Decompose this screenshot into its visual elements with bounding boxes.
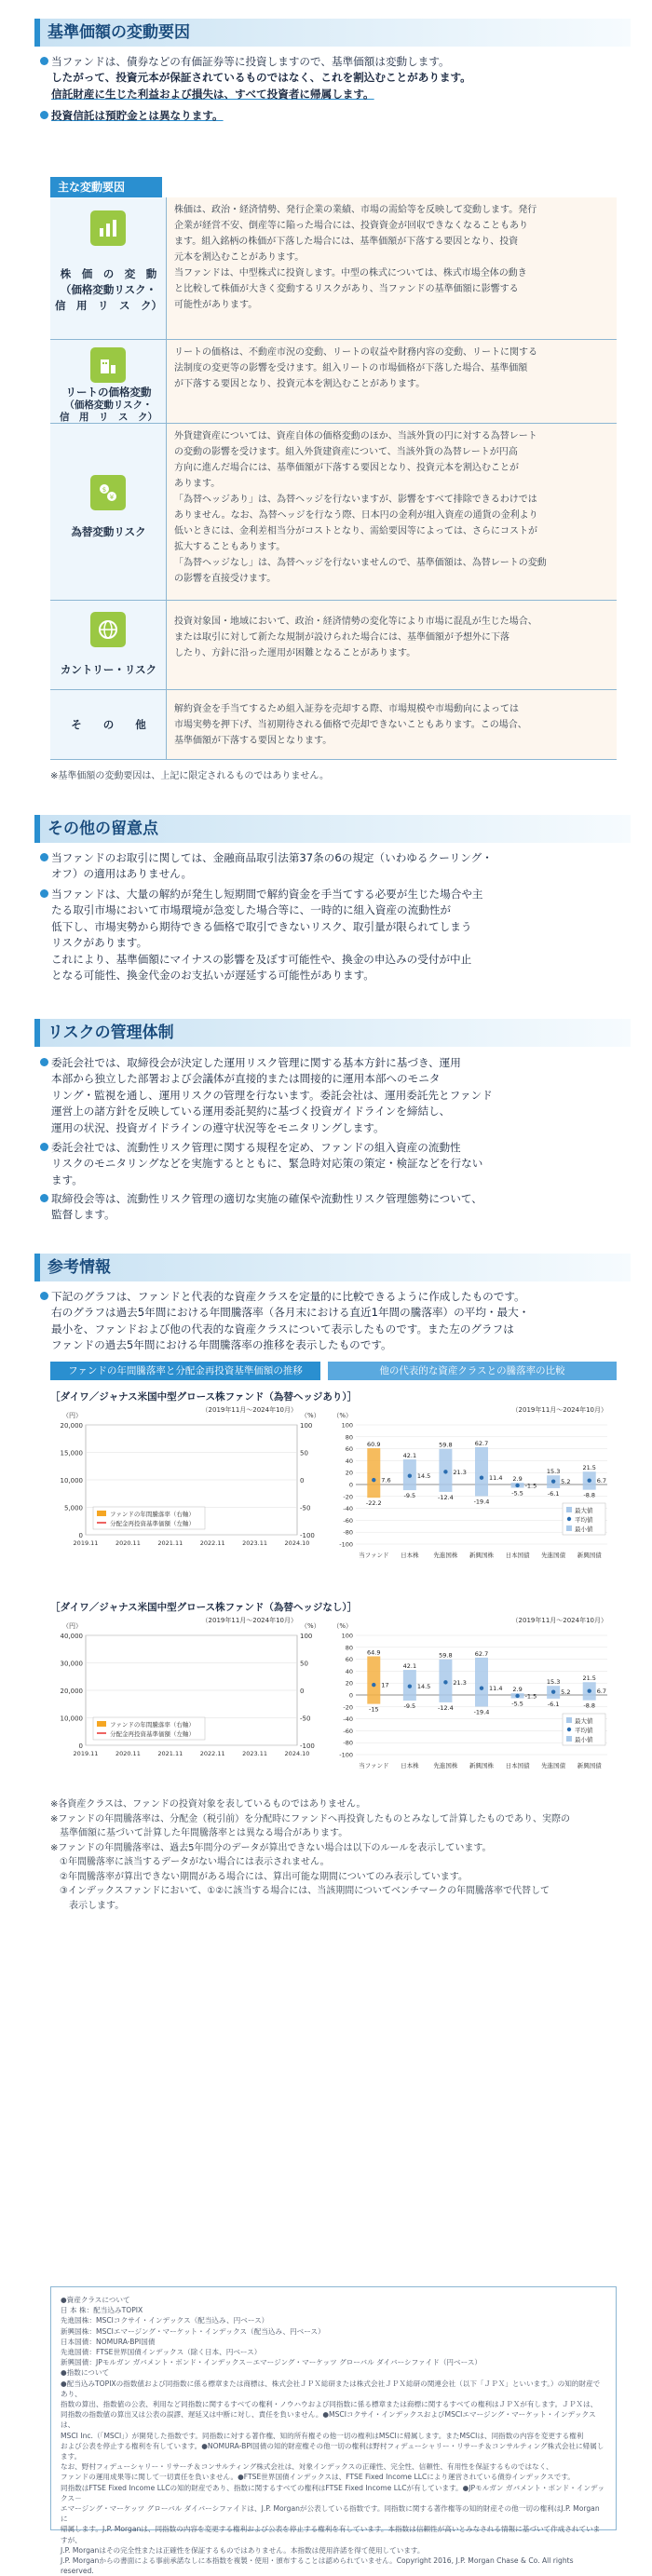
text-line: ます。: [51, 1173, 83, 1186]
desc-line: 株価は、政治・経済情勢、発行企業の業績、市場の需給等を反映して変動します。発行: [174, 205, 537, 215]
max-value-label: 21.5: [582, 1464, 596, 1472]
y-right-tick: 0: [300, 1477, 305, 1485]
x-tick: 2024.10: [284, 1750, 310, 1757]
mean-value-label: 14.5: [416, 1472, 431, 1481]
left-chart-header: ファンドの年間騰落率と分配金再投資基準価額の推移: [50, 1362, 320, 1380]
mean-value-label: 11.4: [489, 1474, 503, 1483]
min-value-label: -15: [368, 1705, 379, 1714]
y-right-tick: 100: [300, 1422, 313, 1430]
x-tick: 2023.11: [242, 1750, 268, 1757]
y-tick: -40: [343, 1505, 353, 1513]
svg-text:¥: ¥: [109, 494, 115, 501]
legend-swatch-bars: [97, 1511, 106, 1516]
legend-label: 最大値: [575, 1507, 593, 1514]
text-line: 信託財産に生じた利益および損失は、すべて投資者に帰属します。: [51, 87, 374, 101]
max-value-label: 64.9: [367, 1648, 381, 1657]
legend-swatch-min: [566, 1736, 572, 1742]
bullet-cooling-off: [51, 850, 619, 883]
y-right-tick: -100: [300, 1742, 315, 1750]
y-tick: -80: [343, 1739, 353, 1747]
disclaimer-line: 先進国債：FTSE世界国債インデックス（除く日本、円ベース）: [61, 2348, 262, 2357]
y-tick: -40: [343, 1715, 353, 1724]
range-bar: [475, 1658, 488, 1707]
bullet-board-oversight: [51, 1191, 619, 1224]
risk-desc-cell: [167, 690, 617, 759]
disclaimer-line: ●指数について: [61, 2368, 110, 2378]
text-line: ファンドの過去5年間における年間騰落率の推移を表示したものです。: [51, 1338, 392, 1352]
mean-point: [408, 1474, 412, 1478]
min-value-label: -19.4: [473, 1708, 490, 1716]
y-left-tick: 30,000: [60, 1660, 83, 1668]
disclaimer-line: J.P. Morganはその完全性または正確性を保証するものではありません。本指数は使用許諾を得て使用しています。: [61, 2545, 425, 2555]
y-right-tick: 0: [300, 1688, 305, 1695]
legend-label: ファンドの年間騰落率（右軸）: [110, 1721, 195, 1729]
bullet-dot: [40, 1058, 48, 1066]
desc-line: が下落する要因となり、投資元本を割込むことがあります。: [174, 379, 426, 389]
mean-value-label: 21.3: [453, 1678, 467, 1687]
disclaimer-line: 同指数の指数値の算出又は公表の誤謬、遅延又は中断に対し、責任を負いません。●MSCIコクサイ・インデックスおよびMSCIエマージング・マーケット・インデックスは、: [61, 2410, 596, 2430]
y-right-tick: -50: [300, 1715, 311, 1723]
risk-label-cell: [50, 601, 167, 689]
y-unit: （%）: [333, 1622, 352, 1630]
desc-line: 可能性があります。: [174, 300, 258, 310]
y-tick: 80: [345, 1433, 353, 1442]
text-line: となる可能性、換金代金のお支払いが遅延する可能性があります。: [51, 969, 374, 983]
y-left-tick: 10,000: [60, 1715, 83, 1723]
bullet-volatility: [51, 54, 619, 102]
y-tick: 40: [345, 1667, 353, 1675]
mean-value-label: 14.5: [416, 1683, 431, 1691]
desc-line: 市場実勢を押下げ、当初期待される価格で売却できないこともあります。この場合、: [174, 720, 527, 730]
chart-notes: [50, 1797, 618, 1913]
index-disclaimer-box: [50, 2286, 617, 2576]
y-left-tick: 20,000: [60, 1688, 83, 1695]
desc-line: リートの価格は、不動産市況の変動、リートの収益や財務内容の変動、リートに関する: [174, 347, 537, 358]
y-right-tick: 50: [300, 1449, 308, 1457]
risk-desc-cell: [167, 601, 617, 689]
legend-swatch-mean: [567, 1517, 571, 1521]
desc-line: あります。: [174, 479, 221, 489]
stock-chart-icon: [90, 210, 126, 246]
max-value-label: 59.8: [439, 1441, 453, 1449]
note-line: ※ファンドの年間騰落率は、過去5年間分のデータが算出できない場合は以下のルールを表示しています。: [50, 1842, 492, 1853]
min-value-label: -6.1: [547, 1489, 560, 1498]
y-tick: -20: [343, 1493, 353, 1501]
min-value-label: -6.1: [547, 1700, 560, 1708]
risk-desc-cell: [167, 340, 617, 423]
x-tick: 2022.11: [199, 1750, 225, 1757]
mean-point: [443, 1680, 447, 1684]
building-chart-icon: [90, 347, 126, 383]
mean-value-label: 17: [381, 1681, 389, 1689]
desc-line: 解約資金を手当てするため組入証券を売却する際、市場規模や市場動向によっては: [174, 704, 519, 714]
risk-row-reit: [50, 339, 617, 423]
max-value-label: 42.1: [402, 1662, 417, 1671]
risk-name-line: 信 用 リ ス ク）: [60, 412, 157, 423]
risk-row-country: [50, 600, 617, 689]
bullet-dot: [40, 889, 48, 898]
mean-value-label: 7.6: [381, 1476, 391, 1485]
text-line: 低下し、市場実勢から期待できる価格で取引できないリスク、取引量が限られてしまう: [51, 919, 472, 933]
risk-name-line: 信 用 リ ス ク）: [55, 299, 162, 312]
bullet-chart-explanation: [51, 1289, 619, 1354]
text-line: リスクのモニタリングなどを実施するとともに、緊急時対応策の策定・検証などを行ない: [51, 1157, 483, 1171]
min-value-label: -9.5: [403, 1702, 416, 1711]
note-line: ②年間騰落率が算出できない期間がある場合には、算出可能な期間についてのみ表示しています。: [50, 1871, 468, 1882]
line-chart-unhedged: [50, 1615, 330, 1783]
globe-icon: [90, 612, 126, 647]
legend-label: 分配金再投資基準価額（左軸）: [110, 1520, 195, 1527]
desc-line: 低いときには、金利差相当分がコストとなり、需給要因等によっては、さらにコストが: [174, 526, 537, 536]
bullet-dot: [40, 57, 48, 65]
y-tick: -60: [343, 1516, 353, 1525]
section-title-notes: その他の留意点: [34, 815, 631, 843]
x-tick: 先進国債: [541, 1552, 566, 1559]
text-line: 委託会社では、流動性リスク管理に関する規程を定め、ファンドの組入資産の流動性: [51, 1141, 461, 1154]
x-tick: 日本株: [401, 1762, 419, 1769]
text-line: 運用の状況、投資ガイドラインの遵守状況等をモニタリングします。: [51, 1120, 385, 1134]
disclaimer-line: MSCI Inc.（「MSCI」）が開発した指数です。同指数に対する著作権、知的所有権その他一切の権利はMSCIに帰属します。またMSCIは、同指数の内容を変更する権利: [61, 2431, 584, 2440]
y-tick: 60: [345, 1445, 353, 1454]
risk-table-label: 主な変動要因: [50, 177, 162, 197]
legend-swatch-max: [566, 1717, 572, 1723]
desc-line: の変動の影響を受けます。組入外貨建資産について、当該外貨の為替レートが円高: [174, 447, 518, 457]
x-tick: 新興国債: [577, 1552, 602, 1559]
risk-label-cell: [50, 690, 167, 759]
text-line: 運営上の諸方針を反映している運用委託契約に基づく投資ガイドラインを締結し、: [51, 1105, 451, 1119]
risk-name-line: カントリー・リスク: [60, 663, 157, 676]
risk-name-line: リートの価格変動: [65, 386, 152, 399]
desc-line: ます。組入銘柄の株価が下落した場合には、基準価額が下落する要因となり、投資: [174, 237, 519, 247]
min-value-label: -5.5: [511, 1489, 523, 1498]
desc-line: の影響を直接受けます。: [174, 574, 277, 584]
mean-value-label: 5.2: [561, 1688, 571, 1697]
mean-point: [551, 1479, 555, 1483]
x-tick: 2024.10: [284, 1539, 310, 1547]
bullet-dot: [40, 1143, 48, 1151]
text-line: リスクがあります。: [51, 936, 148, 950]
range-bar: [475, 1447, 488, 1497]
y-left-tick: 0: [78, 1742, 83, 1750]
legend-swatch-mean: [567, 1728, 571, 1731]
text-line: 下記のグラフは、ファンドと代表的な資産クラスを定量的に比較できるように作成したものです。: [51, 1290, 525, 1303]
risk-row-currency: [50, 423, 617, 600]
y-tick: -100: [339, 1751, 353, 1759]
y-left-unit: （円）: [62, 1412, 82, 1419]
chart-title-unhedged: ［ダイワ／ジャナス米国中型グロース株ファンド（為替ヘッジなし）］: [50, 1602, 358, 1613]
mean-value-label: 6.7: [596, 1688, 607, 1696]
bullet-risk-policy: [51, 1055, 619, 1136]
y-left-tick: 40,000: [60, 1633, 83, 1640]
desc-line: 企業が経営不安、倒産等に陥った場合には、投資資金が回収できなくなることもあり: [174, 221, 528, 231]
legend-label: 最大値: [575, 1717, 593, 1725]
x-tick: 2022.11: [199, 1539, 225, 1547]
y-tick: 40: [345, 1457, 353, 1465]
y-right-tick: -100: [300, 1532, 315, 1539]
legend-label: 平均値: [575, 1727, 593, 1734]
risk-label-cell: [50, 340, 167, 423]
desc-line: ありません。なお、為替ヘッジを行なう際、日本円の金利が組入資産の通貨の金利より: [174, 510, 538, 521]
svg-text:$: $: [102, 486, 107, 494]
x-tick: 新興国債: [577, 1762, 602, 1769]
legend-swatch-bars: [97, 1721, 106, 1727]
x-tick: 2020.11: [115, 1539, 141, 1547]
x-tick: 日本国債: [505, 1552, 530, 1559]
max-value-label: 15.3: [546, 1678, 561, 1687]
text-line: これにより、基準価額にマイナスの影響を及ぼす可能性や、換金の申込みの受付が中止: [51, 952, 472, 966]
mean-point: [588, 1479, 591, 1483]
chart-title-hedged: ［ダイワ／ジャナス米国中型グロース株ファンド（為替ヘッジあり）］: [50, 1391, 358, 1403]
y-left-unit: （円）: [62, 1622, 82, 1630]
x-tick: 先進国株: [433, 1762, 458, 1769]
x-tick: 新興国株: [469, 1762, 494, 1769]
disclaimer-line: 同指数はFTSE Fixed Income LLCの知的財産であり、指数に関するすべての権利はFTSE Fixed Income LLCが有しています。●JPモルガン ガバメント・ボンド・インデックス－: [61, 2483, 605, 2502]
text-line: オフ）の適用はありません。: [51, 867, 193, 881]
y-right-unit: （%）: [301, 1622, 320, 1630]
text-line: 右のグラフは過去5年間における年間騰落率（各月末における直近1年間の騰落率）の平均・最大・: [51, 1306, 530, 1320]
mean-value-label: -1.5: [524, 1692, 537, 1701]
mean-point: [480, 1687, 483, 1690]
max-value-label: 59.8: [439, 1651, 453, 1660]
y-right-unit: （%）: [301, 1412, 320, 1419]
text-line: たる取引市場において市場環境が急変した場合等に、一時的に組入資産の流動性が: [51, 903, 451, 917]
note-line: ※ファンドの年間騰落率は、分配金（税引前）を分配時にファンドへ再投資したものとみなして計算したものであり、実際の: [50, 1813, 570, 1824]
bullet-dot: [40, 853, 48, 861]
desc-line: したり、方針に沿った運用が困難となることがあります。: [174, 648, 416, 658]
note-line: ①年間騰落率に該当するデータがない場合には表示されません。: [50, 1857, 330, 1867]
text-line: 最小を、ファンドおよび他の代表的な資産クラスについて表示したものです。また左のグラフは: [51, 1322, 514, 1335]
disclaimer-line: 指数の算出、指数値の公表、利用など同指数に関するすべての権利・ノウハウおよび同指数に係る標章または商標に関するすべての権利はＪＰＸが有します。ＪＰＸは、: [61, 2400, 598, 2409]
desc-line: 法制度の変更等の影響を受けます。組入リートの市場価格が下落した場合、基準価額: [174, 363, 528, 373]
max-value-label: 2.9: [512, 1686, 523, 1694]
text-line: 当ファンドは、債券などの有価証券等に投資しますので、基準価額は変動します。: [51, 55, 450, 68]
max-value-label: 62.7: [474, 1439, 489, 1447]
text-line: 当ファンドは、大量の解約が発生し短期間で解約資金を手当てする必要が生じた場合や主: [51, 888, 483, 901]
mean-point: [372, 1478, 375, 1482]
max-value-label: 2.9: [512, 1475, 523, 1484]
mean-point: [515, 1484, 519, 1487]
y-tick: -100: [339, 1540, 353, 1549]
text-line: したがって、投資元本が保証されているものではなく、これを割込むことがあります。: [51, 71, 471, 85]
y-tick: 100: [341, 1632, 353, 1640]
disclaimer-line: J.P. Morganからの書面による事前承諾なしに本指数を複製・使用・頒布することは認められていません。Copyright 2016, J.P. Morgan Chase & Co. All rights reserved.: [61, 2556, 574, 2576]
text-line: 委託会社では、取締役会が決定した運用リスク管理に関する基本方針に基づき、運用: [51, 1056, 461, 1069]
range-bar: [367, 1656, 380, 1703]
y-left-tick: 5,000: [63, 1504, 83, 1512]
legend-label: 平均値: [575, 1516, 593, 1524]
line-chart-hedged: [50, 1404, 330, 1572]
mean-value-label: 5.2: [561, 1478, 571, 1486]
desc-line: 外貨建資産については、資産自体の価格変動のほか、当該外貨の円に対する為替レート: [174, 431, 537, 441]
risk-row-stock: [50, 197, 617, 339]
desc-line: 基準価額が下落する要因となります。: [174, 736, 333, 746]
mean-point: [372, 1683, 375, 1687]
x-tick: 先進国株: [433, 1552, 458, 1559]
x-tick: 2021.11: [157, 1750, 183, 1757]
chart-period: （2019年11月～2024年10月）: [201, 1406, 297, 1414]
max-value-label: 21.5: [582, 1674, 596, 1683]
y-right-tick: 100: [300, 1633, 313, 1640]
x-tick: 当ファンド: [359, 1552, 389, 1559]
y-left-tick: 20,000: [60, 1422, 83, 1430]
bullet-liquidity-rules: [51, 1140, 619, 1188]
y-tick: 60: [345, 1656, 353, 1664]
min-value-label: -5.5: [511, 1700, 523, 1708]
risk-name-line: 為替変動リスク: [71, 525, 146, 538]
bullet-dot: [40, 111, 48, 119]
min-value-label: -22.2: [365, 1499, 382, 1508]
desc-line: と比較して株価が大きく変動するリスクがあり、当ファンドの基準価額に影響する: [174, 284, 519, 294]
disclaimer-line: ●配当込みTOPIXの指数値および同指数に係る標章または商標は、株式会社ＪＰＸ総研または株式会社ＪＰＸ総研の関連会社（以下「ＪＰＸ」といいます。）の知的財産であり、: [61, 2379, 601, 2398]
mean-point: [515, 1694, 519, 1698]
section-title-risk-management: リスクの管理体制: [34, 1019, 631, 1047]
text-line: リング・監視を通し、運用リスクの管理を行ないます。委託会社は、運用委託先とファンド: [51, 1088, 493, 1102]
y-tick: 80: [345, 1644, 353, 1652]
legend-label: 分配金再投資基準価額（左軸）: [110, 1730, 195, 1738]
y-tick: 0: [348, 1481, 353, 1489]
y-left-tick: 10,000: [60, 1477, 83, 1485]
text-line: 本部から独立した部署および会議体が直接的または間接的に運用本部へのモニタ: [51, 1072, 441, 1086]
disclaimer-line: 日本国債：NOMURA-BPI国債: [61, 2337, 156, 2346]
desc-line: 「為替ヘッジなし」は、為替ヘッジを行ないませんので、基準価額は、為替レートの変動: [174, 558, 547, 568]
mean-point: [443, 1470, 447, 1473]
section-title-reference: 参考情報: [34, 1254, 631, 1281]
disclaimer-line: および公表を停止する権利を有しています。●NOMURA-BPI国債の知的財産権その他一切の権利は野村フィデューシャリー・リサーチ＆コンサルティング株式会社に帰属します。: [61, 2441, 604, 2461]
chart-period: （2019年11月～2024年10月）: [201, 1617, 297, 1624]
disclaimer-line: 新興国株：MSCIエマージング・マーケット・インデックス（配当込み、円ベース）: [61, 2326, 325, 2336]
text-line: 当ファンドのお取引に関しては、金融商品取引法第37条の6の規定（いわゆるクーリング・: [51, 851, 493, 864]
risk-name-line: 株 価 の 変 動: [60, 267, 157, 280]
chart-period: （2019年11月～2024年10月）: [511, 1617, 607, 1624]
min-value-label: -12.4: [438, 1493, 454, 1501]
max-value-label: 42.1: [402, 1452, 417, 1460]
min-value-label: -12.4: [438, 1703, 454, 1712]
min-value-label: -19.4: [473, 1498, 490, 1506]
disclaimer-line: 帰属します。J.P. Morganは、同指数の内容を変更する権利および公表を停止する権利を有しています。本指数は信頼性が高いとみなされる情報に基づいて作成されていますが、: [61, 2525, 601, 2544]
legend-swatch-max: [566, 1507, 572, 1512]
disclaimer-line: ●資産クラスについて: [61, 2296, 130, 2304]
mean-point: [480, 1476, 483, 1480]
text-line: 監督します。: [51, 1208, 115, 1222]
y-tick: 20: [345, 1469, 353, 1477]
y-tick: 20: [345, 1679, 353, 1688]
x-tick: 2019.11: [73, 1750, 99, 1757]
text-line: 取締役会等は、流動性リスク管理の適切な実施の確保や流動性リスク管理態勢について、: [51, 1192, 482, 1205]
mean-value-label: -1.5: [524, 1482, 537, 1490]
y-tick: 0: [348, 1691, 353, 1700]
y-tick: -60: [343, 1727, 353, 1735]
section-title-volatility: 基準価額の変動要因: [34, 19, 631, 47]
disclaimer-line: 日 本 株：配当込みTOPIX: [61, 2306, 143, 2315]
desc-line: 元本を割込むことがあります。: [174, 252, 305, 263]
risk-desc-cell: [167, 424, 617, 600]
right-chart-header: 他の代表的な資産クラスとの騰落率の比較: [328, 1362, 617, 1380]
x-tick: 日本株: [401, 1552, 419, 1559]
x-tick: 2023.11: [242, 1539, 268, 1547]
bullet-dot: [40, 1292, 48, 1300]
y-tick: 100: [341, 1421, 353, 1430]
y-right-tick: 50: [300, 1660, 308, 1668]
x-tick: 新興国株: [469, 1552, 494, 1559]
bullet-deposit: [51, 108, 619, 124]
risk-name-line: そ の 他: [71, 718, 146, 731]
legend-label: 最小値: [575, 1525, 593, 1533]
y-unit: （%）: [333, 1412, 352, 1419]
bar-chart-hedged: [328, 1404, 617, 1572]
note-line: 表示します。: [50, 1900, 125, 1911]
x-tick: 当ファンド: [359, 1762, 389, 1769]
note-line: ※各資産クラスは、ファンドの投資対象を表しているものではありません。: [50, 1799, 366, 1810]
disclaimer-line: エマージング・マーケッツ グローバル ダイバーシファイドは、J.P. Morganが公表している指数です。同指数に関する著作権等の知的財産その他一切の権利はJ.P. Morganに: [61, 2504, 600, 2524]
legend-swatch-min: [566, 1525, 572, 1531]
desc-line: 拡大することもあります。: [174, 542, 286, 552]
bullet-dot: [40, 1194, 48, 1202]
y-tick: -20: [343, 1703, 353, 1712]
mean-value-label: 11.4: [489, 1685, 503, 1693]
text-line: 投資信託は預貯金とは異なります。: [51, 109, 224, 122]
desc-line: 「為替ヘッジあり」は、為替ヘッジを行ないますが、影響をすべて排除できるわけでは: [174, 495, 537, 505]
risk-name-line: （価格変動リスク・: [60, 283, 157, 296]
bullet-liquidity: [51, 887, 619, 983]
y-tick: -80: [343, 1528, 353, 1537]
max-value-label: 60.9: [367, 1441, 381, 1449]
max-value-label: 15.3: [546, 1468, 561, 1476]
x-tick: 2021.11: [157, 1539, 183, 1547]
risk-row-other: [50, 689, 617, 760]
mean-value-label: 21.3: [453, 1468, 467, 1476]
chart-period: （2019年11月～2024年10月）: [511, 1406, 607, 1414]
desc-line: または取引に対して新たな規制が設けられた場合には、基準価額が予想外に下落: [174, 632, 509, 643]
legend-label: 最小値: [575, 1736, 593, 1743]
currency-exchange-icon: [90, 475, 126, 510]
risk-footnote: ※基準価額の変動要因は、上記に限定されるものではありません。: [50, 771, 329, 781]
desc-line: 投資対象国・地域において、政治・経済情勢の変化等により市場に混乱が生じた場合、: [174, 617, 537, 627]
disclaimer-line: なお、野村フィデューシャリー・リサーチ＆コンサルティング株式会社は、対象インデックスの正確性、完全性、信頼性、有用性を保証するものではなく、: [61, 2462, 553, 2472]
x-tick: 2019.11: [73, 1539, 99, 1547]
disclaimer-line: 新興国債：JPモルガン ガバメント・ボンド・インデックス－エマージング・マーケッツ グローバル ダイバーシファイド（円ベース）: [61, 2358, 482, 2367]
y-left-tick: 0: [78, 1532, 83, 1539]
risk-desc-cell: [167, 197, 617, 339]
min-value-label: -8.8: [583, 1702, 596, 1710]
x-tick: 先進国債: [541, 1762, 566, 1769]
x-tick: 日本国債: [505, 1762, 530, 1769]
y-left-tick: 15,000: [60, 1449, 83, 1457]
min-value-label: -9.5: [403, 1492, 416, 1500]
disclaimer-line: 先進国株：MSCIコクサイ・インデックス（配当込み、円ベース）: [61, 2316, 269, 2325]
note-line: ③インデックスファンドにおいて、①②に該当する場合には、当該期間についてベンチマークの年間騰落率で代替して: [50, 1886, 550, 1896]
x-tick: 2020.11: [115, 1750, 141, 1757]
mean-value-label: 6.7: [596, 1477, 607, 1485]
max-value-label: 62.7: [474, 1649, 489, 1658]
min-value-label: -8.8: [583, 1491, 596, 1499]
desc-line: 方向に進んだ場合には、基準価額が下落する要因となり、投資元本を割込むことが: [174, 463, 519, 473]
mean-point: [408, 1685, 412, 1688]
desc-line: 当ファンドは、中型株式に投資します。中型の株式については、株式市場全体の動き: [174, 268, 527, 278]
range-bar: [367, 1448, 380, 1498]
bar-chart-unhedged: [328, 1615, 617, 1783]
mean-point: [551, 1689, 555, 1693]
risk-label-cell: [50, 197, 167, 339]
y-right-tick: -50: [300, 1504, 311, 1512]
risk-label-cell: [50, 424, 167, 600]
risk-name-line: （価格変動リスク・: [64, 400, 153, 411]
mean-point: [588, 1689, 591, 1693]
disclaimer-line: ファンドの運用成果等に関して一切責任を負いません。●FTSE世界国債インデックスは、FTSE Fixed Income LLCにより運営されている債券インデックスです。: [61, 2473, 575, 2482]
note-line: 基準価額に基づいて計算した年間騰落率とは異なる場合があります。: [50, 1828, 348, 1838]
legend-label: ファンドの年間騰落率（右軸）: [110, 1511, 195, 1518]
